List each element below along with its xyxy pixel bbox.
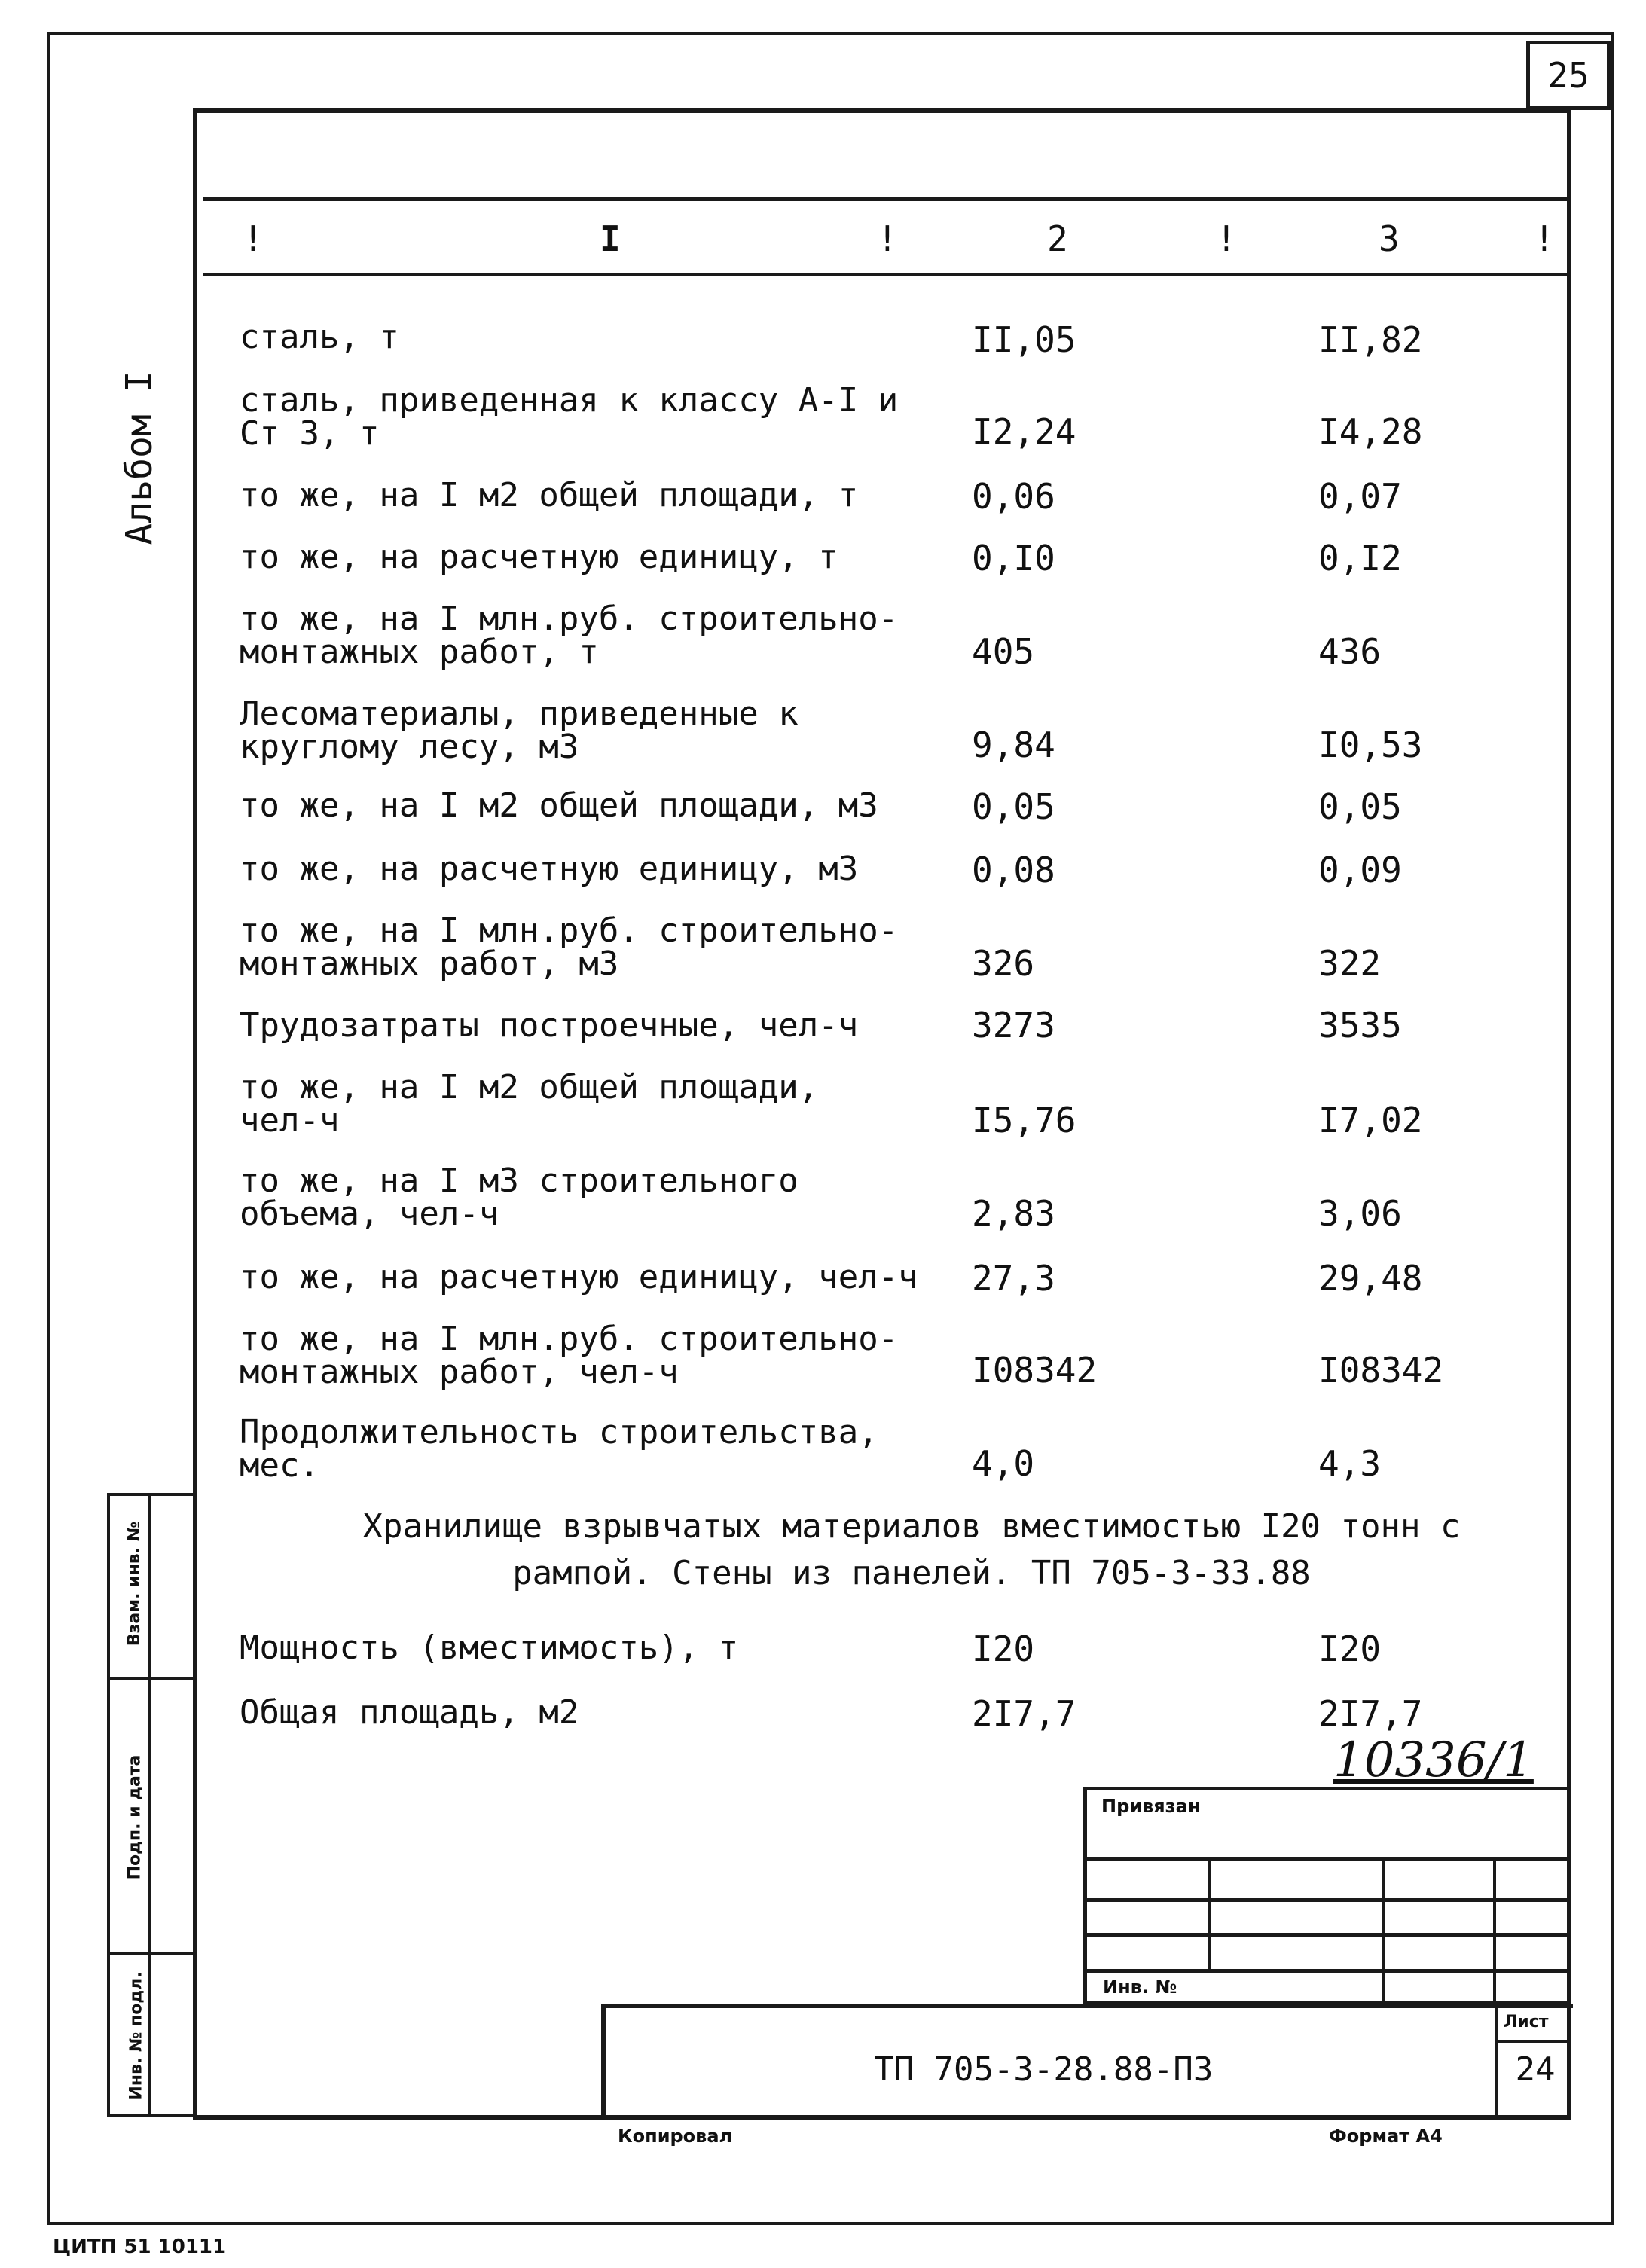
- title-block-rule: [1495, 2040, 1571, 2043]
- footer-format: Формат А4: [1329, 2126, 1443, 2147]
- album-title: [113, 354, 166, 565]
- side-label-podp-data: Подп. и дата: [125, 1754, 145, 1880]
- row-label: то же, на I м2 общей площади, т: [240, 476, 859, 514]
- footer-kopiroval: Копировал: [618, 2126, 733, 2147]
- sheet-number: 24: [1515, 2050, 1556, 2089]
- row-label: сталь, т: [240, 318, 399, 356]
- row-value-3: II,82: [1318, 319, 1423, 360]
- row-value-3: I08342: [1318, 1350, 1444, 1390]
- row-label: Мощность (вместимость), т: [240, 1629, 739, 1667]
- row-value-3: 322: [1318, 943, 1382, 984]
- row-value-3: 2I7,7: [1318, 1693, 1423, 1734]
- row-value-2: I08342: [972, 1350, 1098, 1390]
- stamp-divider: [1382, 1857, 1385, 2005]
- privyazan-label: Привязан: [1101, 1796, 1201, 1817]
- inv-no-label: Инв. №: [1103, 1976, 1177, 1998]
- header-sep-3: !: [1216, 218, 1237, 259]
- row-label: Трудозатраты построечные, чел-ч: [240, 1006, 859, 1045]
- row-value-3: I20: [1318, 1629, 1382, 1669]
- header-top-rule: [203, 197, 1567, 201]
- row-label: то же, на расчетную единицу, т: [240, 538, 838, 576]
- row-value-3: 436: [1318, 631, 1382, 672]
- side-signature-column: [107, 1493, 196, 2117]
- row-label: Лесоматериалы, приведенные к круглому лесу, м3: [240, 694, 799, 766]
- row-value-2: 405: [972, 631, 1035, 672]
- row-label: то же, на I м3 строительного объема, чел-ч: [240, 1161, 799, 1233]
- side-column-rule: [107, 1677, 196, 1680]
- stamp-rule: [1083, 1933, 1571, 1937]
- section-title: [271, 1503, 1552, 1597]
- header-col-2: 2: [1047, 218, 1068, 259]
- album-title-text: Альбом I: [118, 371, 160, 545]
- row-value-2: 3273: [972, 1005, 1055, 1045]
- stamp-rule: [1083, 1857, 1571, 1861]
- row-label: то же, на I млн.руб. строительно- монтажных работ, чел-ч: [240, 1320, 899, 1391]
- row-value-2: 2,83: [972, 1193, 1055, 1234]
- row-value-3: 3,06: [1318, 1193, 1402, 1234]
- row-value-3: 29,48: [1318, 1258, 1423, 1299]
- row-value-2: 27,3: [972, 1258, 1055, 1299]
- section-title-line-1: Хранилище взрывчатых материалов вместимостью I20 тонн с: [362, 1507, 1461, 1546]
- row-value-3: I4,28: [1318, 411, 1423, 452]
- row-label: то же, на I млн.руб. строительно- монтажных работ, т: [240, 600, 899, 671]
- row-value-2: 2I7,7: [972, 1693, 1076, 1734]
- row-value-2: 0,06: [972, 476, 1055, 517]
- row-value-2: I2,24: [972, 411, 1076, 452]
- row-label: то же, на I м2 общей площади, м3: [240, 786, 878, 825]
- row-value-3: 0,09: [1318, 850, 1402, 890]
- header-sep-2: !: [877, 218, 898, 259]
- row-label: Общая площадь, м2: [240, 1693, 579, 1732]
- row-value-2: 4,0: [972, 1443, 1035, 1484]
- page-number: 25: [1526, 41, 1611, 110]
- row-value-3: I7,02: [1318, 1100, 1423, 1140]
- handwritten-number: 10336/1: [1333, 1732, 1534, 1788]
- row-label: Продолжительность строительства, мес.: [240, 1413, 878, 1485]
- header-col-1: I: [600, 218, 621, 259]
- row-value-2: II,05: [972, 319, 1076, 360]
- row-label: сталь, приведенная к классу А-I и Ст 3, т: [240, 381, 899, 453]
- row-value-2: 9,84: [972, 725, 1055, 765]
- row-value-3: 0,07: [1318, 476, 1402, 517]
- row-value-2: 0,05: [972, 786, 1055, 827]
- row-label: то же, на I м2 общей площади, чел-ч: [240, 1068, 819, 1140]
- title-block-divider: [1495, 2004, 1498, 2120]
- section-title-line-2: рампой. Стены из панелей. ТП 705-3-33.88: [512, 1554, 1311, 1592]
- stamp-divider: [1208, 1857, 1211, 1970]
- row-value-3: 0,I2: [1318, 538, 1402, 578]
- stamp-rule: [1083, 1969, 1571, 1973]
- row-value-3: 3535: [1318, 1005, 1402, 1045]
- side-column-rule: [107, 1952, 196, 1955]
- sheet-label: Лист: [1504, 2013, 1549, 2031]
- stamp-divider: [1493, 1857, 1496, 2005]
- header-sep-4: !: [1534, 218, 1555, 259]
- row-label: то же, на I млн.руб. строительно- монтажных работ, м3: [240, 911, 899, 983]
- side-column-divider: [148, 1493, 151, 2117]
- row-value-3: I0,53: [1318, 725, 1423, 765]
- row-value-2: 0,08: [972, 850, 1055, 890]
- header-bottom-rule: [203, 273, 1567, 276]
- side-label-vzam-inv: Взам. инв. №: [125, 1521, 145, 1647]
- row-label: то же, на расчетную единицу, м3: [240, 850, 859, 888]
- row-value-3: 4,3: [1318, 1443, 1382, 1484]
- header-col-3: 3: [1379, 218, 1400, 259]
- row-value-3: 0,05: [1318, 786, 1402, 827]
- row-value-2: 0,I0: [972, 538, 1055, 578]
- row-value-2: I5,76: [972, 1100, 1076, 1140]
- row-value-2: I20: [972, 1629, 1035, 1669]
- row-label: то же, на расчетную единицу, чел-ч: [240, 1258, 918, 1296]
- document-code: ТП 705-3-28.88-ПЗ: [874, 2050, 1214, 2089]
- side-label-inv-podl: Инв. № подл.: [127, 1971, 146, 2100]
- stamp-rule: [1083, 1898, 1571, 1902]
- header-sep-1: !: [243, 218, 264, 259]
- row-value-2: 326: [972, 943, 1035, 984]
- print-code: ЦИТП 51 10111: [53, 2236, 227, 2258]
